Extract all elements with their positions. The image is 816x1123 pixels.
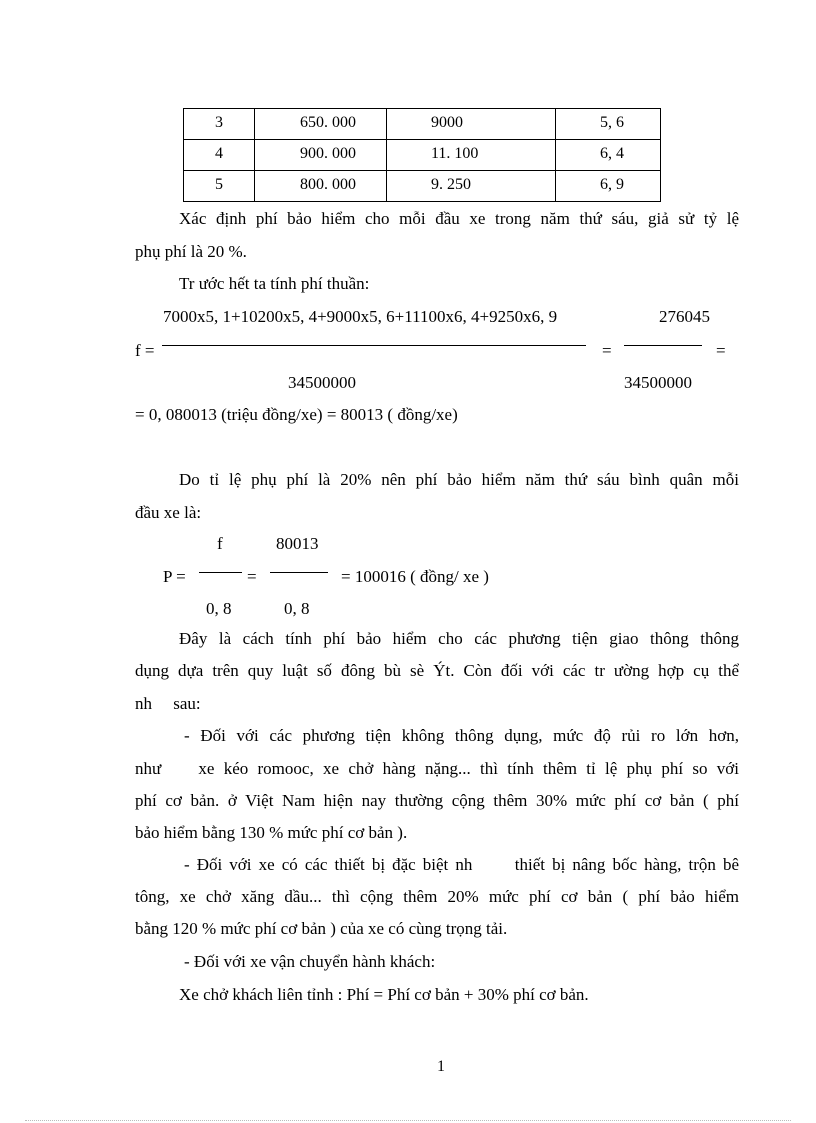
fraction-bar xyxy=(624,345,702,346)
paragraph-line: dụng dựa trên quy luật số đông bù sè Ýt. Còn đối với các tr ường hợp cụ thể xyxy=(135,661,739,680)
table-cell: 6, 4 xyxy=(600,145,624,162)
table-row xyxy=(184,140,661,171)
formula-numerator-2: 276045 xyxy=(659,307,710,326)
table-cell: 3 xyxy=(215,114,223,131)
paragraph-line: Xe chở khách liên tỉnh : Phí = Phí cơ bản + 30% phí cơ bản. xyxy=(179,985,589,1004)
formula-result: = 100016 ( đồng/ xe ) xyxy=(341,567,489,586)
paragraph-line: tông, xe chở xăng dầu... thì cộng thêm 20% mức phí cơ bản ( phí bảo hiểm xyxy=(135,887,739,906)
paragraph-line: - Đối với xe có các thiết bị đặc biệt nh thiết bị nâng bốc hàng, trộn bê xyxy=(184,855,739,874)
paragraph-line: phí cơ bản. ở Việt Nam hiện nay thường cộng thêm 30% mức phí cơ bản ( phí xyxy=(135,791,739,810)
formula-denominator: 0, 8 xyxy=(206,599,232,618)
formula-denominator-2: 34500000 xyxy=(624,373,692,392)
formula-denominator: 34500000 xyxy=(288,373,356,392)
formula-lhs: P = xyxy=(163,567,186,586)
table-cell: 5 xyxy=(215,176,223,193)
table-cell: 900. 000 xyxy=(300,145,356,162)
paragraph-line: bảo hiểm bằng 130 % mức phí cơ bản ). xyxy=(135,823,408,842)
table-cell: 650. 000 xyxy=(300,114,356,131)
paragraph-line: Do tỉ lệ phụ phí là 20% nên phí bảo hiểm năm thứ sáu bình quân mỗi xyxy=(179,470,739,489)
fraction-bar xyxy=(270,572,328,573)
paragraph-line: bằng 120 % mức phí cơ bản ) của xe có cùng trọng tải. xyxy=(135,919,508,938)
table-row xyxy=(184,109,661,140)
paragraph-line: phụ phí là 20 %. xyxy=(135,242,247,261)
table-cell: 9000 xyxy=(431,114,463,131)
formula-denominator-2: 0, 8 xyxy=(284,599,310,618)
table-row xyxy=(184,171,661,202)
table-cell: 11. 100 xyxy=(431,145,479,162)
formula-numerator-2: 80013 xyxy=(276,534,319,553)
paragraph-line: Đây là cách tính phí bảo hiểm cho các phương tiện giao thông thông xyxy=(179,629,739,648)
paragraph-line: Xác định phí bảo hiểm cho mỗi đầu xe trong năm thứ sáu, giả sử tỷ lệ xyxy=(179,209,739,228)
paragraph-line: Tr ước hết ta tính phí thuần: xyxy=(179,274,370,293)
paragraph-line: như xe kéo romooc, xe chở hàng nặng... thì tính thêm tỉ lệ phụ phí so với xyxy=(135,759,739,778)
formula-equals: = xyxy=(716,341,726,360)
page-number: 1 xyxy=(437,1058,445,1075)
table-cell: 800. 000 xyxy=(300,176,356,193)
table-cell: 6, 9 xyxy=(600,176,624,193)
formula-equals: = xyxy=(247,567,257,586)
formula-lhs: f = xyxy=(135,341,155,360)
paragraph-line: nh sau: xyxy=(135,694,201,713)
fraction-bar xyxy=(162,345,586,346)
paragraph-line: - Đối với các phương tiện không thông dụng, mức độ rủi ro lớn hơn, xyxy=(184,726,739,745)
formula-numerator: f xyxy=(217,534,223,553)
formula-numerator: 7000x5, 1+10200x5, 4+9000x5, 6+11100x6, 4+9250x6, 9 xyxy=(163,307,558,326)
data-table xyxy=(183,108,661,202)
table-cell: 4 xyxy=(215,145,223,162)
formula-equals: = xyxy=(602,341,612,360)
formula-result: = 0, 080013 (triệu đồng/xe) = 80013 ( đồng/xe) xyxy=(135,405,458,424)
page-footer-divider xyxy=(25,1120,791,1121)
paragraph-line: đầu xe là: xyxy=(135,503,202,522)
paragraph-line: - Đối với xe vận chuyển hành khách: xyxy=(184,952,436,971)
table-cell: 9. 250 xyxy=(431,176,471,193)
table-cell: 5, 6 xyxy=(600,114,624,131)
fraction-bar xyxy=(199,572,242,573)
